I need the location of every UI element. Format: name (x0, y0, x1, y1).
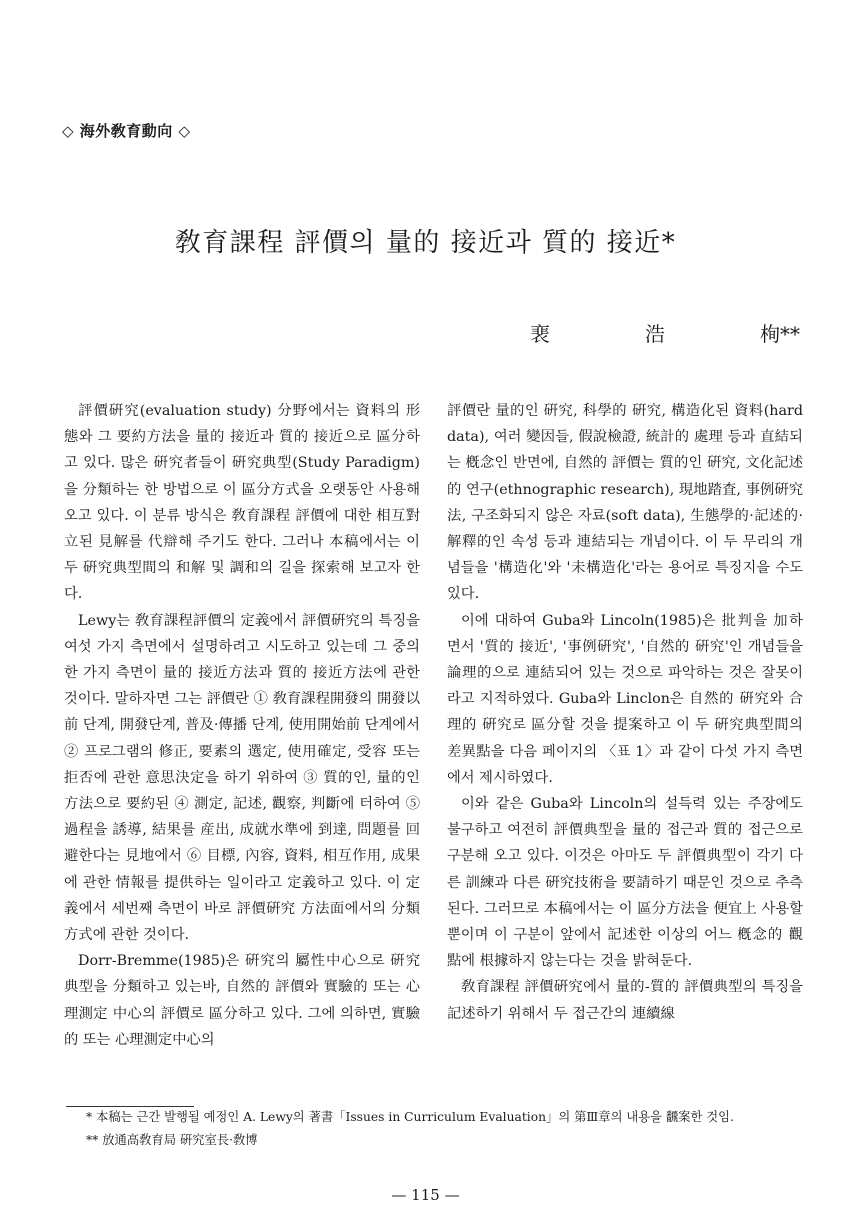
paragraph: 評價란 量的인 硏究, 科學的 硏究, 構造化된 資料(hard data), 여러 變因들, 假說檢證, 統計的 處理 등과 直結되는 槪念인 반면에, 自然的 評價는 質的인 硏究, 文化記述的 연구(ethnographic research), 現地踏査, 事例硏究法, 구조화되지 않은 자료(soft data), 生態學的·記述的·解釋的인 속성 등과 連結되는 개념이다. 이 두 무리의 개념들을 '構造化'와 '未構造化'라는 용어로 특징지을 수도 있다. (447, 403, 803, 603)
paragraph: 評價硏究(evaluation study) 分野에서는 資料의 形態와 그 要約方法을 量的 接近과 質的 接近으로 區分하고 있다. 많은 硏究者들이 硏究典型(Study Paradigm)을 分類하는 한 방법으로 이 區分方式을 오랫동안 사용해 오고 있다. 이 분류 방식은 敎育課程 評價에 대한 相互對立된 見解를 代辯해 주기도 한다. 그러나 本稿에서는 이 두 硏究典型間의 和解 및 調和의 길을 探索해 보고자 한다. (64, 403, 420, 603)
author-char: 浩 (645, 322, 665, 346)
article-title: 敎育課程 評價의 量的 接近과 質的 接近* (174, 228, 677, 258)
author-name (530, 318, 800, 347)
footnotes (86, 1108, 816, 1150)
left-column (64, 398, 420, 1053)
paragraph: 敎育課程 評價硏究에서 量的-質的 評價典型의 특징을 記述하기 위해서 두 접근간의 連續線 (447, 979, 803, 1022)
footnote: * 本稿는 근간 발행될 예정인 A. Lewy의 著書「Issues in Curriculum Evaluation」의 第Ⅲ章의 내용을 飜案한 것임. (86, 1110, 734, 1124)
footnote-divider (66, 1106, 194, 1107)
author-char: 栒** (760, 322, 800, 346)
page-number: — 115 — (391, 1186, 460, 1204)
footnote: ** 放通高敎育局 硏究室長·敎博 (86, 1133, 258, 1147)
author-char: 裵 (530, 322, 550, 346)
section-tag: ◇ 海外敎育動向 ◇ (62, 122, 191, 140)
paragraph: Dorr-Bremme(1985)은 硏究의 屬性中心으로 硏究典型을 分類하고 있는바, 自然的 評價와 實驗的 또는 心理測定 中心의 評價로 區分하고 있다. 그에 의하면, 實驗的 또는 心理測定中心의 (64, 953, 420, 1048)
paragraph: 이와 같은 Guba와 Lincoln의 설득력 있는 주장에도 불구하고 여전히 評價典型을 量的 접근과 質的 접근으로 구분해 오고 있다. 이것은 아마도 두 評價典型이 각기 다른 訓練과 다른 硏究技術을 要請하기 때문인 것으로 추측된다. 그러므로 本稿에서는 이 區分方法을 便宜上 사용할 뿐이며 이 구분이 앞에서 記述한 이상의 어느 槪念的 觀點에 根據하지 않는다는 것을 밝혀둔다. (447, 796, 803, 970)
paragraph: 이에 대하여 Guba와 Lincoln(1985)은 批判을 加하면서 '質的 接近', '事例硏究', '自然的 硏究'인 개념들을 論理的으로 連結되어 있는 것으로 파악하는 것은 잘못이라고 지적하였다. Guba와 Linclon은 自然的 硏究와 合理的 硏究로 區分할 것을 提案하고 이 두 硏究典型間의 差異點을 다음 페이지의 〈표 1〉과 같이 다섯 가지 측면에서 제시하였다. (447, 612, 803, 786)
right-column (447, 398, 803, 1027)
paragraph: Lewy는 敎育課程評價의 定義에서 評價硏究의 특징을 여섯 가지 측면에서 설명하려고 시도하고 있는데 그 중의 한 가지 측면이 量的 接近方法과 質的 接近方法에 관한 것이다. 말하자면 그는 評價란 ① 敎育課程開發의 開發以前 단계, 開發단계, 普及·傳播 단계, 使用開始前 단계에서 ② 프로그램의 修正, 要素의 選定, 使用確定, 受容 또는 拒否에 관한 意思決定을 하기 위하여 ③ 質的인, 量的인 方法으로 要約된 ④ 測定, 記述, 觀察, 判斷에 터하여 ⑤ 過程을 誘導, 結果를 産出, 成就水準에 到達, 問題를 回避한다는 見地에서 ⑥ 目標, 內容, 資料, 相互作用, 成果에 관한 情報를 提供하는 일이라고 定義하고 있다. 이 定義에서 세번째 측면이 바로 評價硏究 方法面에서의 分類方式에 관한 것이다. (64, 612, 420, 944)
